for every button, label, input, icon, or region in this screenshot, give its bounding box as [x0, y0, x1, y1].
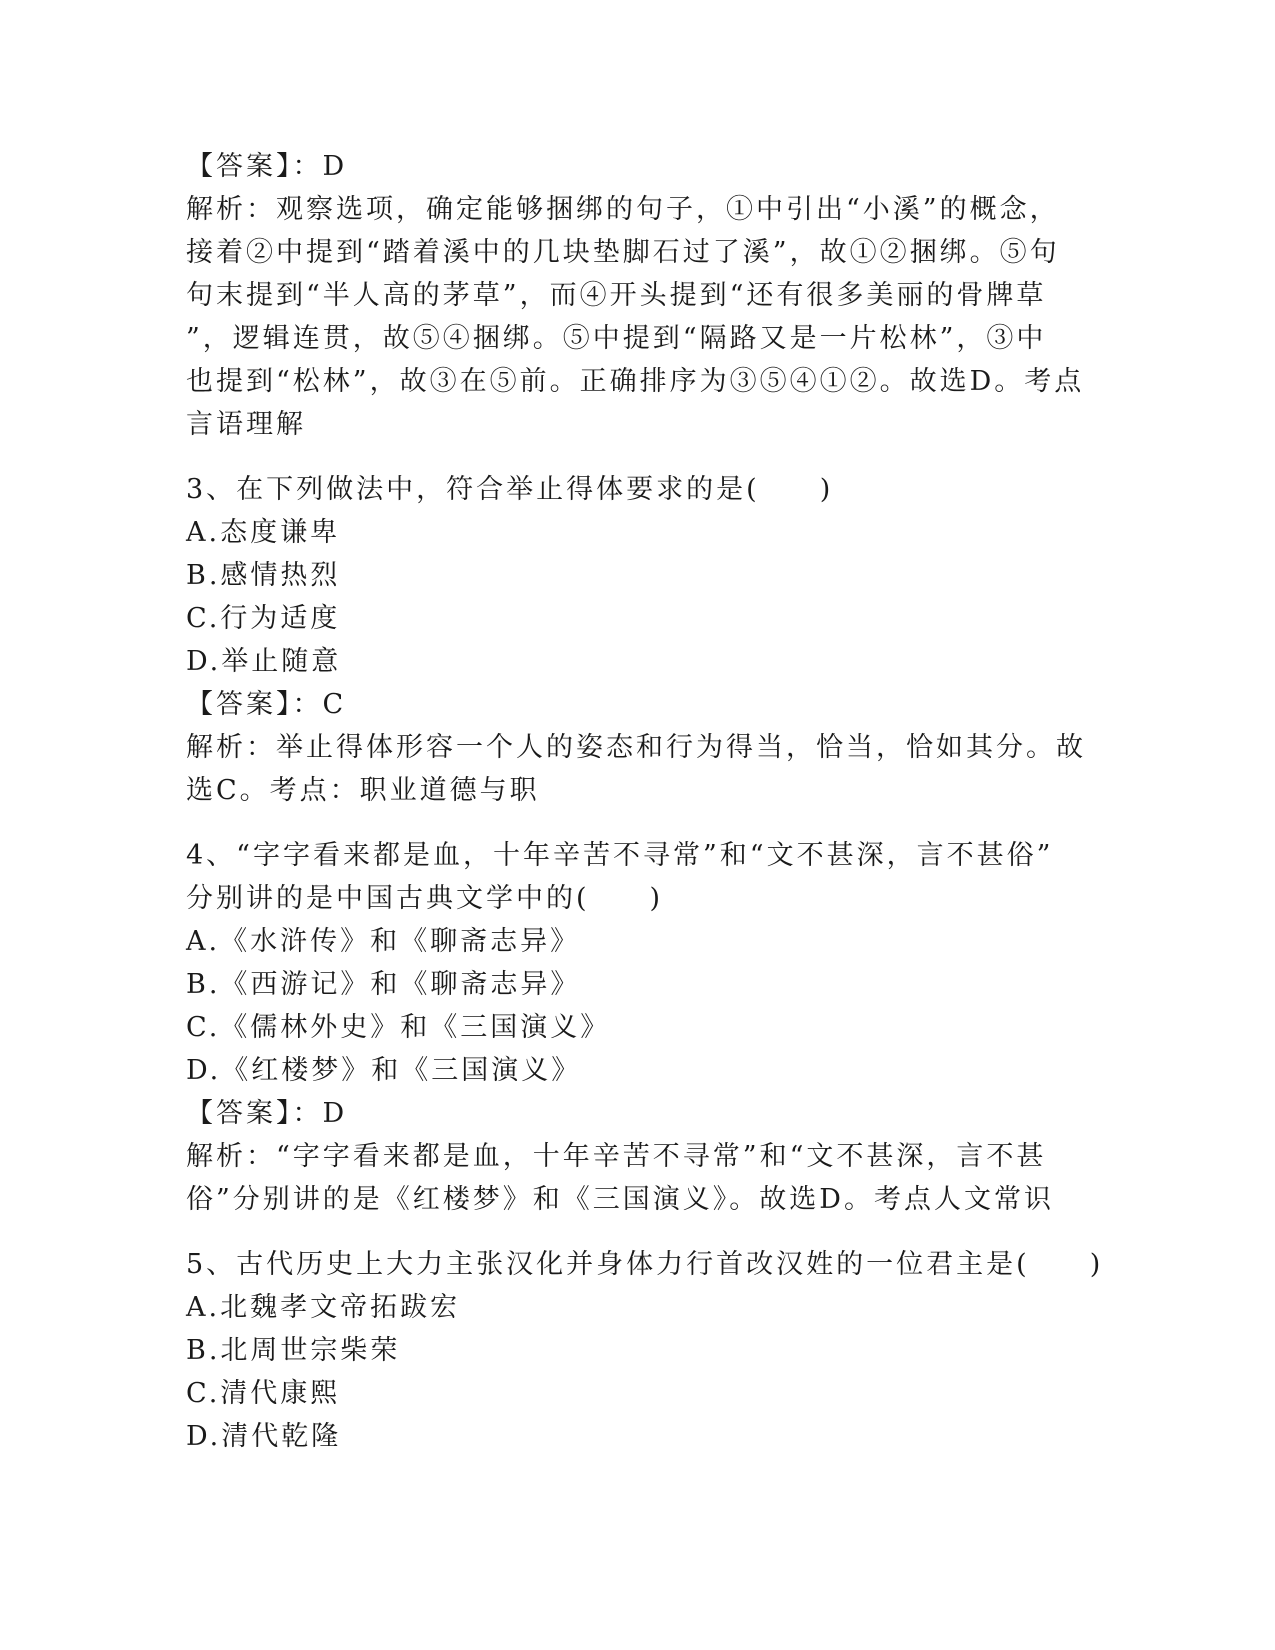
option-c: C.《儒林外史》和《三国演义》 [186, 1012, 611, 1043]
option-c: C.行为适度 [186, 603, 341, 634]
option-a: A.《水浒传》和《聊斋志异》 [186, 926, 581, 957]
question-4: 4、“字字看来都是血，十年辛苦不寻常”和“文不甚深，言不甚俗” [186, 840, 1054, 871]
option-a: A.态度谦卑 [186, 517, 341, 548]
question-4-continued: 分别讲的是中国古典文学中的( ) [186, 883, 664, 914]
answer-label: 【答案】：D [186, 1098, 348, 1129]
option-d: D.清代乾隆 [186, 1421, 342, 1452]
explanation-line: 解析：观察选项，确定能够捆绑的句子，①中引出“小溪”的概念， [186, 194, 1060, 225]
section-gap [186, 812, 1086, 834]
section-gap [186, 446, 1086, 468]
option-d: D.《红楼梦》和《三国演义》 [186, 1055, 582, 1086]
explanation-line: 俗”分别讲的是《红楼梦》和《三国演义》。故选D。考点人文常识 [186, 1184, 1054, 1215]
option-b: B.《西游记》和《聊斋志异》 [186, 969, 581, 1000]
explanation-line: 也提到“松林”，故③在⑤前。正确排序为③⑤④①②。故选D。考点 [186, 366, 1085, 397]
answer-label: 【答案】：C [186, 689, 347, 720]
option-a: A.北魏孝文帝拓跋宏 [186, 1292, 461, 1323]
explanation-line: 接着②中提到“踏着溪中的几块垫脚石过了溪”，故①②捆绑。⑤句 [186, 237, 1060, 268]
option-c: C.清代康熙 [186, 1378, 341, 1409]
option-d: D.举止随意 [186, 646, 342, 677]
explanation-line: 句末提到“半人高的茅草”，而④开头提到“还有很多美丽的骨牌草 [186, 280, 1047, 311]
option-b: B.北周世宗柴荣 [186, 1335, 401, 1366]
explanation-line: 言语理解 [186, 409, 306, 440]
section-gap [186, 1221, 1086, 1243]
explanation-line: 选C。考点：职业道德与职 [186, 775, 540, 806]
option-b: B.感情热烈 [186, 560, 341, 591]
answer-label: 【答案】：D [186, 151, 348, 182]
explanation-line: 解析：举止得体形容一个人的姿态和行为得当，恰当，恰如其分。故 [186, 732, 1086, 763]
explanation-line: 解析：“字字看来都是血，十年辛苦不寻常”和“文不甚深，言不甚 [186, 1141, 1047, 1172]
question-3: 3、在下列做法中，符合举止得体要求的是( ) [186, 474, 834, 505]
document-page [186, 145, 1104, 1458]
question-5: 5、古代历史上大力主张汉化并身体力行首改汉姓的一位君主是( ) [186, 1249, 1104, 1280]
explanation-line: ”，逻辑连贯，故⑤④捆绑。⑤中提到“隔路又是一片松林”，③中 [186, 323, 1047, 354]
